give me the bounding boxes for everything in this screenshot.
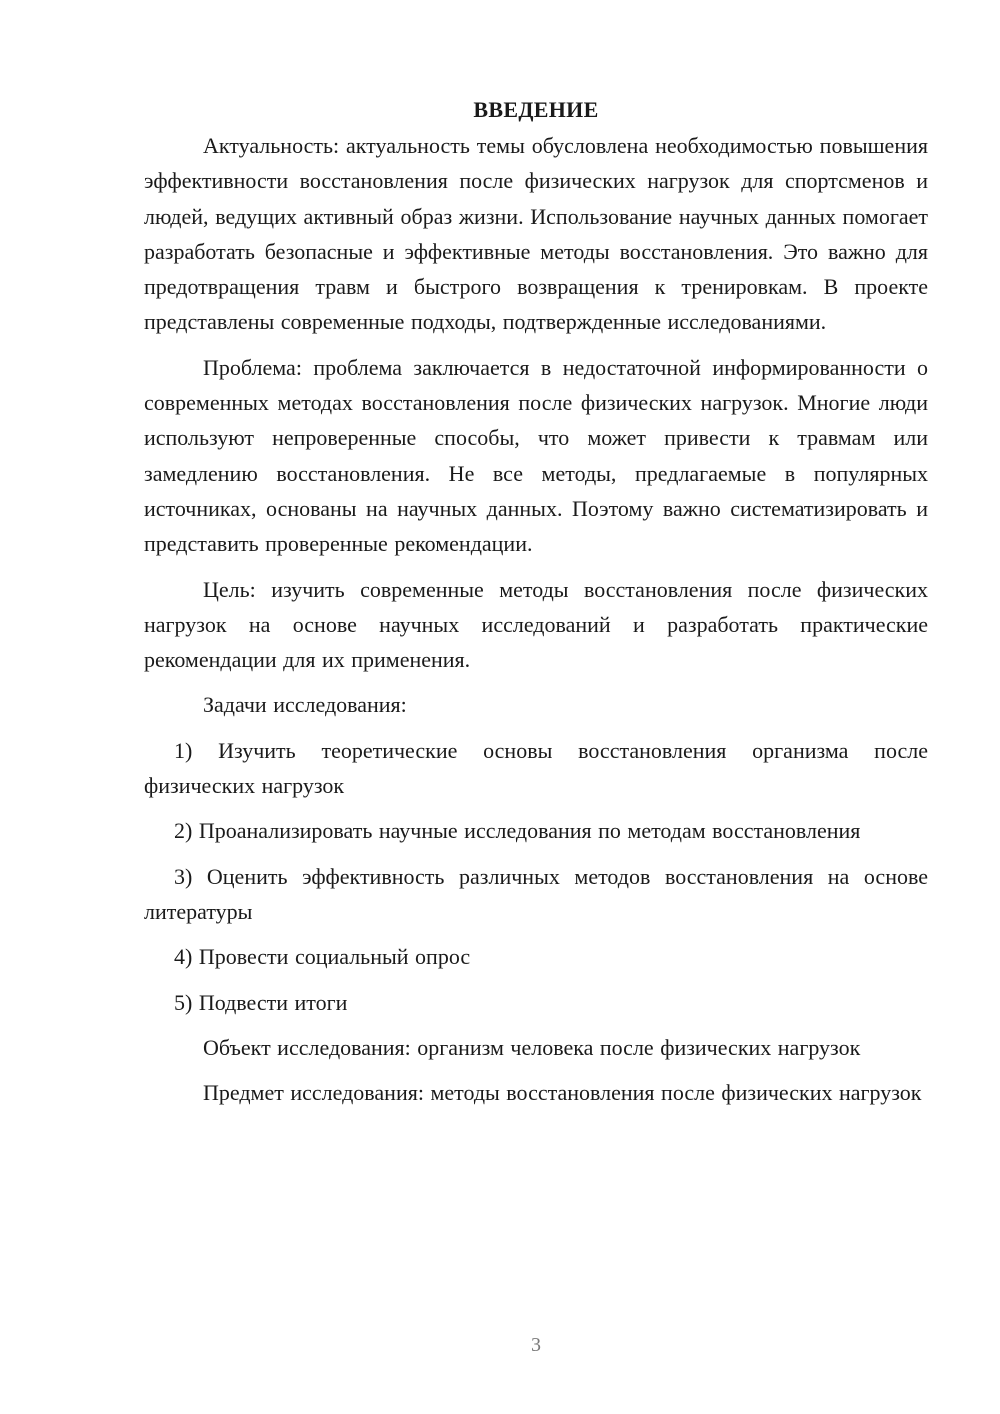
task-item-5: 5) Подвести итоги bbox=[174, 989, 348, 1015]
page-number: 3 bbox=[531, 1334, 541, 1356]
section-heading: ВВЕДЕНИЕ bbox=[473, 97, 599, 122]
relevance-paragraph: Актуальность: актуальность темы обусловлена необходимостью повышения эффективности восстановления после физических нагрузок для спортсменов и людей, ведущих активный образ жизни. Использование научных данных помогает разработать безопасные и эффективные методы восстановления. Это важно для предотвращения травм и быстрого возвращения к тренировкам. В проекте представлены современные подходы, подтвержденные исследованиями. bbox=[144, 133, 928, 335]
problem-paragraph: Проблема: проблема заключается в недостаточной информированности о современных методах восстановления после физических нагрузок. Многие люди используют непроверенные способы, что может привести к травмам или замедлению восстановления. Не все методы, предлагаемые в популярных источниках, основаны на научных данных. Поэтому важно систематизировать и представить проверенные рекомендации. bbox=[144, 354, 928, 557]
object-paragraph: Объект исследования: организм человека после физических нагрузок bbox=[203, 1034, 861, 1060]
subject-paragraph: Предмет исследования: методы восстановления после физических нагрузок bbox=[203, 1080, 922, 1106]
task-item-4: 4) Провести социальный опрос bbox=[174, 944, 471, 970]
task-item-2: 2) Проанализировать научные исследования по методам восстановления bbox=[174, 818, 861, 844]
task-item-1: 1) Изучить теоретические основы восстановления организма после физических нагрузок bbox=[144, 737, 928, 799]
task-item-3: 3) Оценить эффективность различных методов восстановления на основе литературы bbox=[144, 863, 928, 924]
document-page bbox=[144, 92, 928, 1110]
goal-paragraph: Цель: изучить современные методы восстановления после физических нагрузок на основе научных исследований и разработать практические рекомендации для их применения. bbox=[144, 576, 928, 673]
tasks-title: Задачи исследования: bbox=[203, 692, 407, 718]
